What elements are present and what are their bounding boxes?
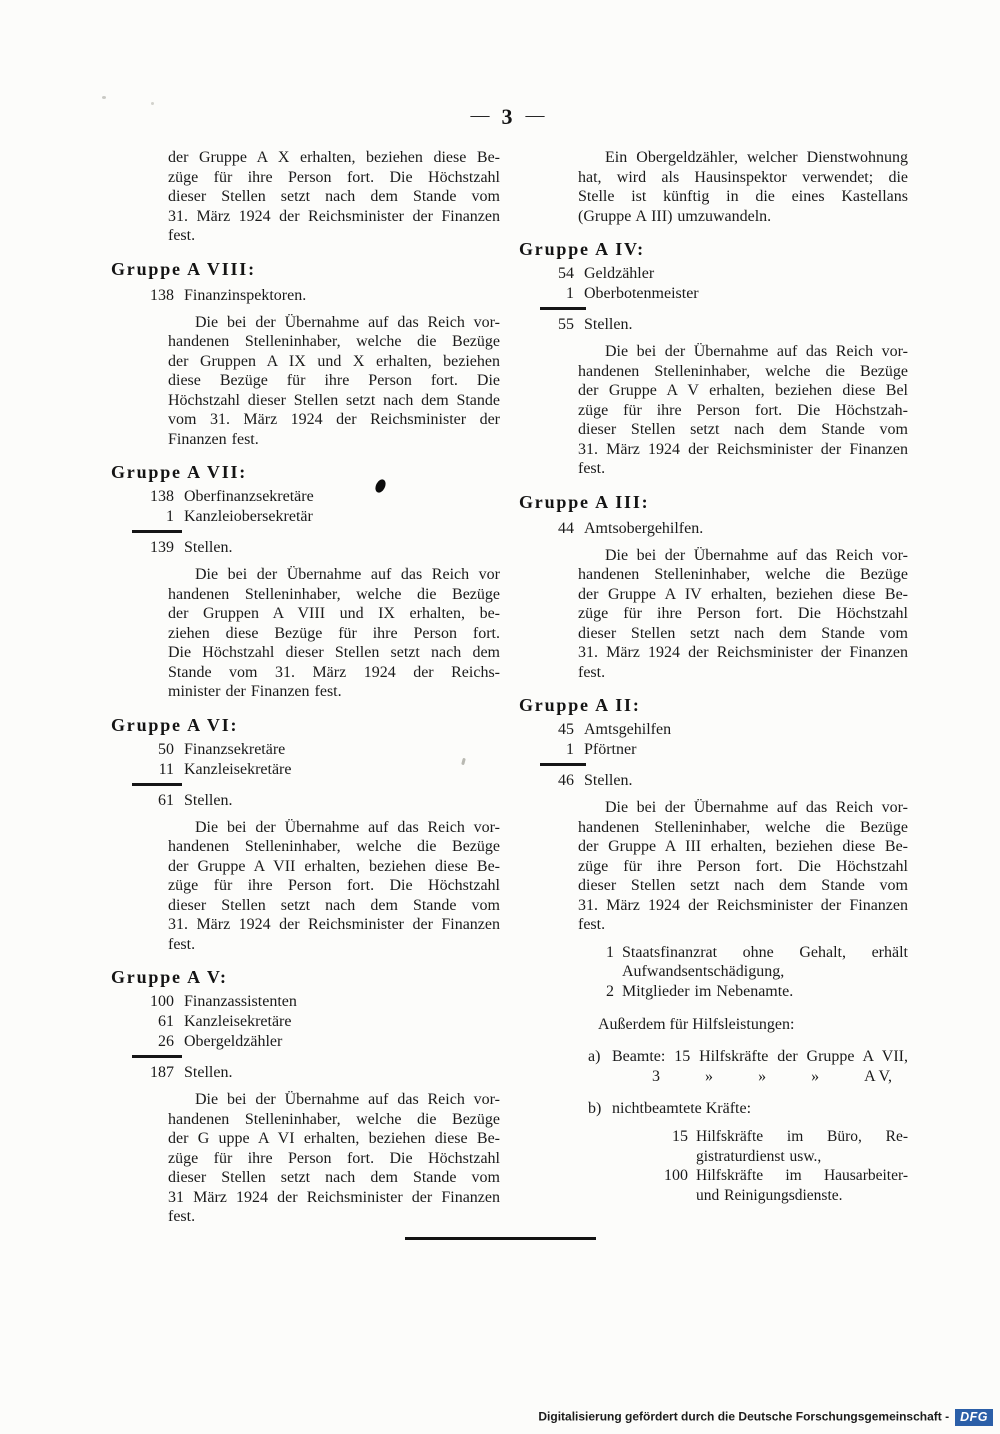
printed-line: züge für ihre Person fort. Die Höchstzahl bbox=[168, 168, 500, 186]
printed-line: der Gruppen A IX und X erhalten, beziehen bbox=[168, 352, 500, 370]
printed-line: Höchstzahl dieser Stellen setzt nach dem Stande bbox=[168, 391, 500, 409]
count-label: Finanzassistenten bbox=[184, 993, 297, 1010]
count-row bbox=[130, 1032, 500, 1052]
printed-line: ziehen diese Bezüge für ihre Person fort. bbox=[168, 624, 500, 642]
page-number: 3 bbox=[501, 104, 513, 129]
printed-line: züge für ihre Person fort. Die Höchstzahl bbox=[168, 1149, 500, 1167]
paragraph bbox=[168, 1090, 500, 1227]
count-number: 1 bbox=[566, 285, 574, 302]
printed-line: fest. bbox=[578, 663, 606, 681]
sum-rule bbox=[132, 783, 182, 786]
printed-line: handenen Stelleninhaber, welche die Bezüge bbox=[168, 838, 500, 855]
printed-line: handenen Stelleninhaber, welche die Bezüge bbox=[168, 333, 500, 350]
ditto-cell: » bbox=[705, 1068, 714, 1085]
group-heading: Gruppe A IV: bbox=[519, 239, 645, 259]
scan-speck bbox=[151, 102, 154, 105]
count-row bbox=[130, 286, 500, 306]
paragraph bbox=[168, 148, 500, 246]
paragraph bbox=[578, 798, 908, 935]
total-number: 61 bbox=[158, 791, 174, 809]
printed-line: 31. März 1924 der Reichsminister der Finanzen bbox=[578, 440, 908, 458]
item-text: Beamte: 15 Hilfskräfte der Gruppe A VII, bbox=[612, 1048, 908, 1065]
ditto-row bbox=[652, 1067, 892, 1087]
count-total-row bbox=[130, 1063, 500, 1083]
printed-line: vom 31. März 1924 der Reichsminister der bbox=[168, 411, 500, 428]
note-list bbox=[518, 943, 908, 1002]
note-row bbox=[602, 943, 908, 982]
printed-line: Ein Obergeldzähler, welcher Dienstwohnung bbox=[605, 149, 908, 166]
count-label: Amtsobergehilfen. bbox=[584, 519, 704, 537]
count-label: Amtsgehilfen bbox=[584, 721, 672, 738]
printed-line: minister der Finanzen fest. bbox=[168, 683, 342, 700]
printed-line: der Gruppe A IV erhalten, beziehen diese Be- bbox=[578, 585, 908, 603]
group-heading: Gruppe A II: bbox=[519, 695, 641, 715]
printed-line: züge für ihre Person fort. Die Höchstzahl bbox=[578, 605, 908, 622]
count-list bbox=[130, 992, 500, 1083]
total-label: Stellen. bbox=[184, 539, 233, 556]
count-label: Kanzleisekretäre bbox=[184, 1013, 292, 1030]
group-heading: Gruppe A III: bbox=[519, 491, 650, 512]
printed-line: der Gruppen A VIII und IX erhalten, be- bbox=[168, 605, 500, 622]
count-number: 45 bbox=[558, 721, 574, 738]
printed-line: Finanzen fest. bbox=[168, 430, 259, 448]
printed-line: Die bei der Übernahme auf das Reich vor- bbox=[605, 799, 908, 816]
count-total-row bbox=[130, 538, 500, 558]
count-total-row bbox=[530, 771, 908, 791]
count-row bbox=[130, 740, 500, 760]
item-marker: b) bbox=[588, 1100, 602, 1117]
printed-line: der Gruppe A III erhalten, beziehen diese Be- bbox=[578, 838, 908, 855]
count-list bbox=[130, 487, 500, 558]
count-label: Oberbotenmeister bbox=[584, 285, 699, 302]
paragraph bbox=[168, 313, 500, 450]
count-number: 138 bbox=[150, 286, 174, 304]
digitization-footer bbox=[0, 1409, 993, 1426]
count-number: 138 bbox=[150, 488, 174, 505]
lettered-item bbox=[588, 1099, 908, 1119]
printed-line: gistraturdienst usw., bbox=[696, 1147, 822, 1165]
count-total-row bbox=[530, 315, 908, 335]
sum-rule bbox=[540, 763, 586, 766]
printed-line: 31. März 1924 der Reichsminister der Finanzen bbox=[168, 207, 500, 225]
printed-line: Stelle ist künftig in die eines Kastellans bbox=[578, 188, 908, 205]
printed-line: (Gruppe A III) umzuwandeln. bbox=[578, 207, 772, 225]
group-heading: Gruppe A VI: bbox=[111, 714, 239, 735]
printed-line: Stande vom 31. März 1924 der Reichs- bbox=[168, 663, 500, 681]
count-label: Kanzleisekretäre bbox=[184, 760, 292, 778]
printed-line: handenen Stelleninhaber, welche die Bezüge bbox=[578, 566, 908, 583]
total-label: Stellen. bbox=[584, 316, 633, 333]
printed-line: züge für ihre Person fort. Die Höchstzahl bbox=[168, 877, 500, 894]
printed-line: fest. bbox=[578, 916, 606, 933]
section-divider-rule bbox=[405, 1237, 596, 1240]
count-total-row bbox=[130, 791, 500, 811]
count-row bbox=[130, 760, 500, 780]
printed-line: 31. März 1924 der Reichsminister der Finanzen bbox=[578, 896, 908, 914]
total-number: 187 bbox=[150, 1064, 174, 1081]
sum-rule bbox=[132, 530, 182, 533]
note-body bbox=[622, 943, 908, 982]
ditto-cell: 3 bbox=[652, 1068, 660, 1085]
printed-line: Die bei der Übernahme auf das Reich vor bbox=[195, 566, 500, 583]
paragraph bbox=[168, 818, 500, 955]
paragraph bbox=[578, 342, 908, 479]
ditto-cell: A V, bbox=[864, 1068, 892, 1085]
total-label: Stellen. bbox=[184, 1064, 233, 1081]
count-number: 61 bbox=[158, 1013, 174, 1030]
ditto-cell: » bbox=[758, 1068, 767, 1085]
count-label: Kanzleiobersekretär bbox=[184, 508, 313, 525]
count-row bbox=[530, 740, 908, 760]
printed-line: Hilfskräfte im Büro, Re- bbox=[696, 1128, 908, 1145]
printed-line: dieser Stellen setzt nach dem Stande vom bbox=[578, 624, 908, 642]
count-row bbox=[530, 720, 908, 740]
printed-line: züge für ihre Person fort. Die Höchstzahl bbox=[578, 857, 908, 875]
printed-line: hat, wird als Hausinspektor verwendet; die bbox=[578, 168, 908, 186]
sum-rule bbox=[540, 307, 586, 310]
note-body bbox=[622, 982, 908, 1002]
count-list bbox=[130, 740, 500, 811]
count-number: 1 bbox=[566, 741, 574, 758]
count-number: 54 bbox=[558, 265, 574, 282]
count-number: 1 bbox=[166, 508, 174, 525]
hanging-count-row bbox=[518, 1166, 908, 1205]
header-dash-left: — bbox=[470, 105, 489, 126]
count-label: Finanzsekretäre bbox=[184, 740, 286, 758]
count-number: 26 bbox=[158, 1033, 174, 1050]
text-columns bbox=[110, 141, 910, 1227]
printed-line: dieser Stellen setzt nach dem Stande vom bbox=[578, 421, 908, 438]
printed-line: Hilfskräfte im Hausarbeiter- bbox=[696, 1167, 908, 1184]
printed-line: dieser Stellen setzt nach dem Stande vom bbox=[168, 896, 500, 914]
printed-line: dieser Stellen setzt nach dem Stande vom bbox=[168, 188, 500, 205]
printed-line: dieser Stellen setzt nach dem Stande vom bbox=[168, 1169, 500, 1186]
printed-line: 31. März 1924 der Reichsminister der Finanzen bbox=[578, 644, 908, 661]
subheading: Außerdem für Hilfsleistungen: bbox=[598, 1016, 795, 1033]
printed-line: der Gruppe A V erhalten, beziehen diese Bel bbox=[578, 382, 908, 399]
printed-line: 31 März 1924 der Reichsminister der Finanzen bbox=[168, 1188, 500, 1206]
right-column bbox=[518, 141, 908, 1227]
printed-line: fest. bbox=[578, 460, 606, 477]
paragraph bbox=[168, 565, 500, 702]
paragraph bbox=[578, 546, 908, 683]
group-heading: Gruppe A V: bbox=[111, 967, 228, 987]
sum-rule bbox=[132, 1055, 182, 1058]
count-number: 11 bbox=[158, 760, 174, 778]
paragraph bbox=[578, 148, 908, 226]
printed-line: 31. März 1924 der Reichsminister der Finanzen bbox=[168, 916, 500, 933]
count-label-body bbox=[696, 1127, 908, 1166]
total-label: Stellen. bbox=[184, 791, 233, 809]
printed-line: züge für ihre Person fort. Die Höchstzah- bbox=[578, 401, 908, 419]
scan-speck bbox=[102, 96, 106, 99]
printed-line: Aufwandsentschädigung, bbox=[622, 963, 785, 980]
printed-line: handenen Stelleninhaber, welche die Bezüge bbox=[578, 362, 908, 380]
left-column bbox=[110, 141, 500, 1227]
count-number: 100 bbox=[664, 1167, 688, 1184]
count-row bbox=[530, 284, 908, 304]
count-number: 44 bbox=[558, 519, 574, 537]
count-row bbox=[130, 487, 500, 507]
total-label: Stellen. bbox=[584, 772, 633, 789]
hanging-count-list bbox=[518, 1127, 908, 1205]
count-number: 15 bbox=[672, 1128, 688, 1145]
count-row bbox=[130, 992, 500, 1012]
total-number: 139 bbox=[150, 539, 174, 556]
printed-line: handenen Stelleninhaber, welche die Bezüge bbox=[168, 585, 500, 603]
footer-credit-text: Digitalisierung gefördert durch die Deutsche Forschungsgemeinschaft - bbox=[538, 1409, 950, 1424]
printed-line: der G uppe A VI erhalten, beziehen diese Be- bbox=[168, 1130, 500, 1147]
dfg-logo: DFG bbox=[955, 1409, 993, 1426]
page-header bbox=[0, 104, 1000, 130]
count-label-body bbox=[696, 1166, 908, 1205]
printed-line: Mitglieder im Nebenamte. bbox=[622, 982, 794, 1000]
count-number: 100 bbox=[150, 993, 174, 1010]
printed-line: diese Bezüge für ihre Person fort. Die bbox=[168, 372, 500, 389]
total-number: 46 bbox=[558, 772, 574, 789]
lettered-item bbox=[588, 1047, 908, 1067]
total-number: 55 bbox=[558, 316, 574, 333]
printed-line: dieser Stellen setzt nach dem Stande vom bbox=[578, 877, 908, 894]
count-list bbox=[530, 720, 908, 791]
printed-line: fest. bbox=[168, 227, 196, 244]
printed-line: Die Höchstzahl dieser Stellen setzt nach dem bbox=[168, 644, 500, 661]
count-row bbox=[530, 264, 908, 284]
printed-line: Die bei der Übernahme auf das Reich vor- bbox=[605, 546, 908, 564]
printed-line: Staatsfinanzrat ohne Gehalt, erhält bbox=[622, 943, 908, 961]
note-number: 1 bbox=[606, 943, 614, 961]
ditto-cell: » bbox=[811, 1068, 820, 1085]
count-label: Pförtner bbox=[584, 741, 637, 758]
item-text: nichtbeamtete Kräfte: bbox=[612, 1100, 752, 1117]
count-label: Obergeldzähler bbox=[184, 1033, 283, 1050]
printed-line: Die bei der Übernahme auf das Reich vor- bbox=[195, 1091, 500, 1108]
printed-line: fest. bbox=[168, 1208, 196, 1225]
count-label: Oberfinanzsekretäre bbox=[184, 488, 314, 505]
printed-line: der Gruppe A X erhalten, beziehen diese Be- bbox=[168, 149, 500, 166]
printed-line: Die bei der Übernahme auf das Reich vor- bbox=[195, 313, 500, 331]
group-heading: Gruppe A VII: bbox=[111, 462, 248, 482]
count-row bbox=[530, 519, 908, 539]
header-dash-right: — bbox=[525, 105, 544, 126]
note-row bbox=[602, 982, 908, 1002]
count-row bbox=[130, 1012, 500, 1032]
printed-line: und Reinigungsdienste. bbox=[696, 1186, 843, 1204]
note-number: 2 bbox=[606, 982, 614, 1000]
item-marker: a) bbox=[588, 1048, 601, 1065]
printed-line: der Gruppe A VII erhalten, beziehen diese Be- bbox=[168, 857, 500, 875]
count-label: Finanzinspektoren. bbox=[184, 286, 307, 304]
printed-line: Die bei der Übernahme auf das Reich vor- bbox=[195, 818, 500, 836]
count-row bbox=[130, 507, 500, 527]
group-heading: Gruppe A VIII: bbox=[111, 258, 256, 279]
count-number: 50 bbox=[158, 740, 174, 758]
printed-line: Die bei der Übernahme auf das Reich vor- bbox=[605, 343, 908, 360]
printed-line: fest. bbox=[168, 935, 196, 953]
count-label: Geldzähler bbox=[584, 265, 655, 282]
count-list bbox=[530, 264, 908, 335]
printed-line: handenen Stelleninhaber, welche die Bezüge bbox=[168, 1110, 500, 1128]
printed-line: handenen Stelleninhaber, welche die Bezüge bbox=[578, 818, 908, 836]
hanging-count-row bbox=[518, 1127, 908, 1166]
